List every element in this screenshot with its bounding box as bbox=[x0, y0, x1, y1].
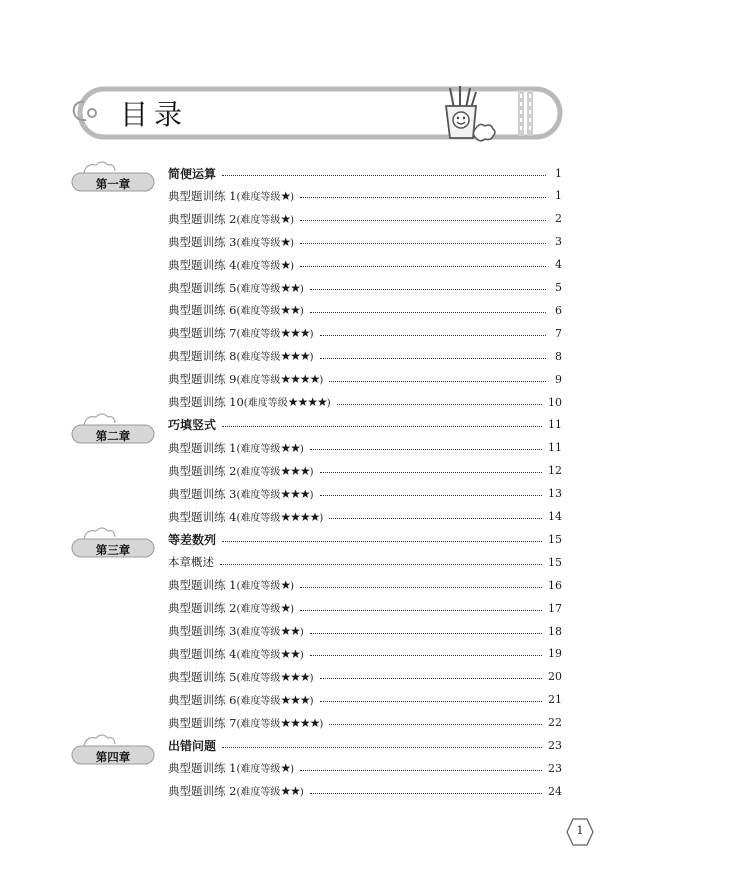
chapter-badge bbox=[70, 732, 156, 768]
dot-leader bbox=[300, 266, 546, 267]
difficulty-stars: ★ bbox=[280, 211, 291, 226]
pencil-cup-icon bbox=[440, 82, 500, 144]
entry-page: 23 bbox=[548, 761, 562, 775]
toc-entry[interactable] bbox=[168, 460, 562, 482]
toc-entry[interactable] bbox=[168, 322, 562, 344]
entry-title bbox=[168, 325, 314, 341]
entry-title bbox=[168, 302, 304, 318]
entry-title bbox=[168, 188, 294, 204]
dot-leader bbox=[222, 175, 546, 176]
difficulty-label: (难度等级 bbox=[236, 283, 281, 295]
difficulty-stars: ★★★ bbox=[280, 486, 310, 501]
difficulty-close: ) bbox=[319, 375, 324, 387]
difficulty-close: ) bbox=[290, 764, 295, 776]
difficulty-stars: ★ bbox=[280, 188, 291, 203]
toc-entry[interactable] bbox=[168, 551, 562, 573]
entry-name: 典型题训练 8 bbox=[168, 349, 237, 364]
difficulty-close: ) bbox=[299, 443, 304, 455]
entry-title bbox=[168, 600, 294, 616]
entry-name: 典型题训练 10 bbox=[168, 395, 244, 409]
chapter-badge bbox=[70, 411, 156, 447]
dot-leader bbox=[310, 793, 542, 794]
dot-leader bbox=[222, 541, 542, 542]
entry-name: 典型题训练 2 bbox=[168, 601, 237, 616]
entry-name: 等差数列 bbox=[168, 532, 217, 547]
difficulty-close: ) bbox=[290, 604, 295, 616]
page-title: 目录 bbox=[120, 98, 189, 131]
dot-leader bbox=[300, 220, 546, 221]
difficulty-stars: ★★ bbox=[280, 784, 300, 799]
difficulty-label: (难度等级 bbox=[236, 695, 281, 707]
entry-name: 典型题训练 3 bbox=[168, 486, 237, 501]
toc-entry[interactable] bbox=[168, 391, 562, 413]
entry-page: 22 bbox=[548, 716, 562, 730]
entry-page: 17 bbox=[548, 601, 562, 615]
entry-name: 出错问题 bbox=[168, 739, 217, 753]
difficulty-stars: ★★ bbox=[280, 646, 300, 661]
entry-name: 典型题训练 7 bbox=[168, 326, 237, 341]
difficulty-stars: ★★★★ bbox=[280, 715, 320, 730]
entry-page: 11 bbox=[548, 441, 562, 455]
difficulty-label: (难度等级 bbox=[236, 329, 281, 341]
difficulty-close: ) bbox=[309, 672, 314, 684]
entry-title bbox=[168, 554, 214, 570]
entry-title bbox=[168, 211, 294, 227]
dot-leader bbox=[222, 747, 542, 748]
difficulty-stars: ★★ bbox=[280, 280, 300, 295]
difficulty-label: (难度等级 bbox=[236, 191, 281, 203]
difficulty-close: ) bbox=[290, 260, 295, 272]
entry-name: 本章概述 bbox=[168, 555, 214, 570]
dot-leader bbox=[310, 289, 546, 290]
entry-page: 2 bbox=[555, 212, 562, 226]
entry-page: 14 bbox=[548, 510, 562, 523]
entry-page: 21 bbox=[548, 693, 562, 707]
dot-leader bbox=[320, 358, 546, 359]
difficulty-label: (难度等级 bbox=[236, 352, 281, 364]
toc-entry[interactable] bbox=[168, 597, 562, 619]
entry-title bbox=[168, 715, 323, 731]
difficulty-label: (难度等级 bbox=[236, 443, 281, 455]
entry-page: 1 bbox=[555, 189, 562, 203]
entry-page: 16 bbox=[548, 578, 562, 592]
difficulty-stars: ★★★★ bbox=[280, 509, 320, 524]
toc-entry[interactable] bbox=[168, 780, 562, 802]
chapter-label: 第四章 bbox=[95, 749, 131, 764]
toc-entry[interactable] bbox=[168, 574, 562, 596]
dot-leader bbox=[222, 426, 542, 427]
chapter-label: 第一章 bbox=[95, 177, 131, 191]
entry-title bbox=[168, 669, 314, 685]
toc-entry[interactable] bbox=[168, 757, 562, 779]
page-number-badge bbox=[566, 818, 594, 846]
toc-entry[interactable] bbox=[168, 277, 562, 299]
difficulty-close: ) bbox=[326, 398, 331, 409]
dot-leader bbox=[300, 610, 542, 611]
toc-entry[interactable] bbox=[168, 712, 562, 734]
toc-entry[interactable] bbox=[168, 437, 562, 459]
toc-entry[interactable] bbox=[168, 345, 562, 367]
dot-leader bbox=[337, 404, 542, 405]
difficulty-close: ) bbox=[290, 581, 295, 593]
difficulty-label: (难度等级 bbox=[236, 672, 281, 684]
entry-name: 典型题训练 6 bbox=[168, 303, 237, 318]
toc-entry[interactable] bbox=[168, 689, 562, 711]
chapter-entry[interactable] bbox=[168, 414, 562, 436]
toc-entry[interactable] bbox=[168, 231, 562, 253]
difficulty-label: (难度等级 bbox=[236, 649, 281, 661]
entry-name: 典型题训练 1 bbox=[168, 578, 237, 593]
difficulty-label: (难度等级 bbox=[243, 398, 288, 409]
entry-page: 12 bbox=[548, 464, 562, 478]
entry-page: 1 bbox=[555, 166, 562, 180]
entry-title bbox=[168, 623, 304, 639]
dot-leader bbox=[300, 587, 542, 588]
difficulty-stars: ★★ bbox=[280, 440, 300, 455]
chapter-badge bbox=[70, 159, 156, 195]
difficulty-label: (难度等级 bbox=[236, 375, 281, 387]
entry-name: 典型题训练 2 bbox=[168, 463, 237, 478]
difficulty-stars: ★ bbox=[280, 761, 291, 776]
toc-entry[interactable] bbox=[168, 185, 562, 207]
toc-entry[interactable] bbox=[168, 666, 562, 688]
chapter-title bbox=[168, 531, 216, 548]
toc-entry[interactable] bbox=[168, 368, 562, 390]
chapter-title bbox=[168, 737, 216, 754]
difficulty-stars: ★★★ bbox=[280, 669, 310, 684]
difficulty-close: ) bbox=[319, 718, 324, 730]
entry-title bbox=[168, 463, 314, 479]
dot-leader bbox=[320, 472, 542, 473]
difficulty-label: (难度等级 bbox=[236, 512, 281, 524]
entry-title bbox=[168, 394, 331, 410]
entry-title bbox=[168, 509, 323, 525]
difficulty-stars: ★★★ bbox=[280, 349, 310, 364]
entry-name: 典型题训练 1 bbox=[168, 761, 237, 776]
difficulty-close: ) bbox=[299, 306, 304, 318]
entry-page: 4 bbox=[555, 258, 562, 272]
toc-entry[interactable] bbox=[168, 254, 562, 276]
entry-name: 典型题训练 9 bbox=[168, 372, 237, 387]
entry-title bbox=[168, 646, 304, 662]
entry-title bbox=[168, 440, 304, 456]
entry-name: 典型题训练 4 bbox=[168, 646, 237, 661]
chapter-label: 第二章 bbox=[95, 428, 131, 443]
difficulty-stars: ★★★ bbox=[280, 463, 310, 478]
difficulty-close: ) bbox=[319, 512, 324, 524]
dot-leader bbox=[310, 449, 542, 450]
dot-leader bbox=[329, 381, 546, 382]
difficulty-label: (难度等级 bbox=[236, 718, 281, 730]
entry-name: 典型题训练 2 bbox=[168, 784, 237, 799]
difficulty-label: (难度等级 bbox=[236, 306, 281, 318]
difficulty-label: (难度等级 bbox=[236, 214, 281, 226]
toc-entry[interactable] bbox=[168, 208, 562, 230]
difficulty-label: (难度等级 bbox=[236, 604, 281, 616]
entry-name: 巧填竖式 bbox=[168, 418, 217, 433]
dot-leader bbox=[320, 701, 542, 702]
entry-title bbox=[168, 486, 314, 502]
entry-name: 简便运算 bbox=[168, 166, 217, 181]
entry-page: 6 bbox=[555, 303, 562, 317]
entry-title bbox=[168, 371, 323, 387]
entry-page: 9 bbox=[555, 372, 562, 386]
difficulty-close: ) bbox=[290, 191, 295, 203]
dot-leader bbox=[300, 197, 546, 198]
entry-title bbox=[168, 760, 294, 776]
entry-title bbox=[168, 783, 304, 799]
entry-title bbox=[168, 257, 294, 273]
chapter-entry[interactable] bbox=[168, 162, 562, 184]
difficulty-label: (难度等级 bbox=[236, 489, 281, 501]
difficulty-stars: ★★★★ bbox=[280, 372, 320, 387]
chapter-entry[interactable] bbox=[168, 735, 562, 757]
entry-name: 典型题训练 1 bbox=[168, 188, 237, 203]
entry-page: 8 bbox=[555, 349, 562, 363]
toc-entry[interactable] bbox=[168, 483, 562, 505]
chapter-entry[interactable] bbox=[168, 528, 562, 550]
entry-page: 7 bbox=[555, 326, 562, 340]
page-number: 1 bbox=[576, 824, 584, 837]
difficulty-close: ) bbox=[290, 214, 295, 226]
difficulty-stars: ★★ bbox=[280, 624, 300, 638]
difficulty-stars: ★★★ bbox=[280, 692, 310, 707]
difficulty-stars: ★ bbox=[280, 578, 291, 593]
toc-entry[interactable] bbox=[168, 643, 562, 665]
entry-name: 典型题训练 4 bbox=[168, 257, 237, 272]
toc-entry[interactable] bbox=[168, 506, 562, 528]
entry-name: 典型题训练 6 bbox=[168, 692, 237, 707]
dot-leader bbox=[320, 335, 546, 336]
difficulty-label: (难度等级 bbox=[236, 237, 281, 249]
difficulty-stars: ★ bbox=[280, 234, 291, 249]
dot-leader bbox=[220, 564, 542, 565]
difficulty-close: ) bbox=[309, 466, 314, 478]
chapter-label: 第三章 bbox=[95, 543, 131, 558]
toc-entry[interactable] bbox=[168, 299, 562, 321]
entry-name: 典型题训练 4 bbox=[168, 509, 237, 524]
entry-title bbox=[168, 280, 304, 296]
difficulty-label: (难度等级 bbox=[236, 787, 281, 799]
entry-title bbox=[168, 577, 294, 593]
entry-name: 典型题训练 5 bbox=[168, 669, 237, 684]
difficulty-label: (难度等级 bbox=[236, 581, 281, 593]
difficulty-stars: ★★★ bbox=[280, 326, 310, 341]
difficulty-close: ) bbox=[299, 627, 304, 638]
entry-title bbox=[168, 348, 314, 364]
dot-leader bbox=[329, 518, 542, 519]
dot-leader bbox=[329, 724, 542, 725]
entry-page: 15 bbox=[548, 532, 562, 546]
entry-page: 19 bbox=[548, 647, 562, 661]
difficulty-close: ) bbox=[309, 695, 314, 707]
entry-page: 15 bbox=[548, 555, 562, 569]
entry-name: 典型题训练 3 bbox=[168, 624, 237, 638]
difficulty-stars: ★ bbox=[280, 257, 291, 272]
difficulty-label: (难度等级 bbox=[236, 466, 281, 478]
difficulty-stars: ★★★★ bbox=[287, 395, 327, 409]
difficulty-close: ) bbox=[299, 787, 304, 799]
chapter-badge bbox=[70, 525, 156, 561]
entry-title bbox=[168, 692, 314, 708]
difficulty-close: ) bbox=[299, 283, 304, 295]
dot-leader bbox=[300, 243, 546, 244]
difficulty-close: ) bbox=[309, 352, 314, 364]
entry-page: 13 bbox=[548, 487, 562, 501]
chapter-title bbox=[168, 165, 216, 182]
entry-name: 典型题训练 3 bbox=[168, 234, 237, 249]
entry-title bbox=[168, 234, 294, 250]
entry-page: 23 bbox=[548, 739, 562, 752]
dot-leader bbox=[310, 633, 542, 634]
toc-entry[interactable] bbox=[168, 620, 562, 642]
difficulty-close: ) bbox=[299, 649, 304, 661]
difficulty-label: (难度等级 bbox=[236, 627, 281, 638]
difficulty-close: ) bbox=[309, 329, 314, 341]
dot-leader bbox=[300, 770, 542, 771]
chapter-title bbox=[168, 416, 216, 433]
entry-page: 3 bbox=[555, 235, 562, 249]
dot-leader bbox=[320, 678, 542, 679]
entry-page: 11 bbox=[548, 418, 562, 432]
dot-leader bbox=[310, 655, 542, 656]
dot-leader bbox=[310, 312, 546, 313]
difficulty-close: ) bbox=[290, 237, 295, 249]
entry-page: 18 bbox=[548, 624, 562, 638]
entry-page: 10 bbox=[548, 395, 562, 409]
entry-page: 24 bbox=[548, 784, 562, 798]
entry-page: 5 bbox=[555, 281, 562, 294]
difficulty-close: ) bbox=[309, 489, 314, 501]
entry-name: 典型题训练 5 bbox=[168, 280, 237, 295]
difficulty-label: (难度等级 bbox=[236, 764, 281, 776]
difficulty-label: (难度等级 bbox=[236, 260, 281, 272]
entry-name: 典型题训练 1 bbox=[168, 440, 237, 455]
entry-name: 典型题训练 2 bbox=[168, 211, 237, 226]
dot-leader bbox=[320, 495, 542, 496]
difficulty-stars: ★ bbox=[280, 601, 291, 616]
entry-name: 典型题训练 7 bbox=[168, 715, 237, 730]
entry-page: 20 bbox=[548, 670, 562, 684]
difficulty-stars: ★★ bbox=[280, 303, 300, 318]
